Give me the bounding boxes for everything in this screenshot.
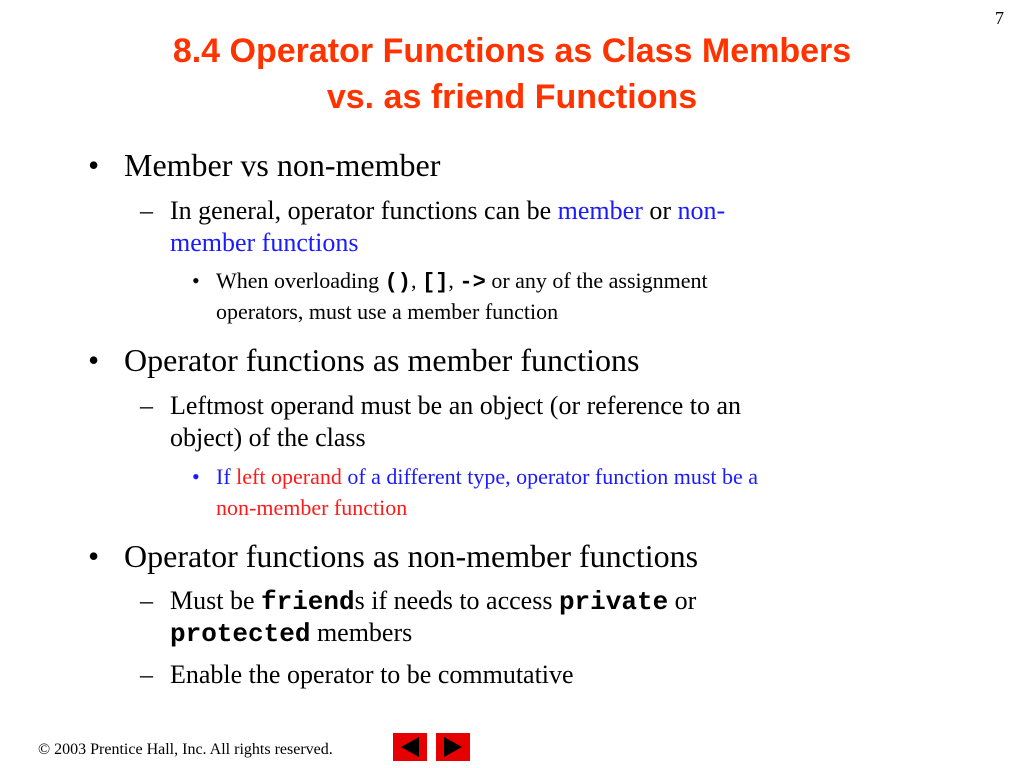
bullet-member-functions: Operator functions as member functions — [124, 342, 640, 378]
bullet-marker: • — [88, 342, 100, 378]
bullet-marker: • — [88, 147, 100, 183]
text: of a different type, operator function must be a — [341, 464, 759, 489]
title-line-2: vs. as friend Functions — [326, 78, 698, 116]
text: When overloading — [216, 268, 385, 293]
operator-arrow: -> — [459, 270, 486, 295]
member-text: member — [557, 196, 643, 225]
sub-bullet-friends-line2 — [170, 617, 412, 650]
text: or — [668, 586, 697, 615]
text: or any of the assignment — [485, 268, 708, 293]
sub-bullet-leftmost: Leftmost operand must be an object (or reference to an — [170, 391, 742, 420]
left-arrow-icon — [393, 733, 427, 761]
sub-bullet-general — [170, 195, 725, 227]
dash-marker: – — [140, 391, 153, 420]
dash-marker: – — [140, 586, 153, 615]
sub-bullet-commutative: Enable the operator to be commutative — [170, 660, 574, 689]
keyword-friend: friend — [261, 587, 355, 617]
sub-bullet-leftmost-line2: object) of the class — [170, 423, 366, 452]
sub-bullet-friends — [170, 585, 696, 618]
operator-subscript: [] — [422, 270, 449, 295]
sub-sub-bullet-left-operand — [216, 462, 758, 492]
copyright-footer: © 2003 Prentice Hall, Inc. All rights reserved. — [38, 741, 333, 758]
sub-bullet-general-line2: member functions — [170, 228, 359, 257]
keyword-protected: protected — [170, 619, 311, 649]
text: members — [310, 618, 413, 647]
text: , — [448, 268, 460, 293]
bullet-nonmember-functions: Operator functions as non-member functions — [124, 538, 699, 574]
page-number: 7 — [995, 8, 1004, 28]
dash-marker: – — [140, 196, 153, 225]
text: If — [216, 464, 237, 489]
bullet-marker: • — [192, 464, 200, 489]
keyword-private: private — [558, 587, 669, 617]
dash-marker: – — [140, 660, 153, 689]
previous-slide-button[interactable] — [393, 733, 427, 761]
text: or — [642, 196, 678, 225]
next-slide-button[interactable] — [436, 733, 470, 761]
title-line-1: 8.4 Operator Functions as Class Members — [172, 32, 852, 70]
left-operand-text: left operand — [236, 464, 342, 489]
non-member-text: non- — [677, 196, 726, 225]
bullet-marker: • — [192, 268, 200, 293]
sub-sub-bullet-overloading — [216, 266, 708, 298]
bullet-member-vs-nonmember: Member vs non-member — [124, 147, 441, 183]
text: In general, operator functions can be — [170, 196, 558, 225]
operator-call: () — [384, 270, 412, 295]
bullet-marker: • — [88, 538, 100, 574]
sub-sub-bullet-left-operand-line2: non-member function — [216, 495, 408, 520]
text: s if needs to access — [354, 586, 559, 615]
right-arrow-icon — [436, 733, 470, 761]
text: , — [411, 268, 423, 293]
text: Must be — [170, 586, 261, 615]
sub-sub-bullet-overloading-line2: operators, must use a member function — [216, 299, 559, 324]
